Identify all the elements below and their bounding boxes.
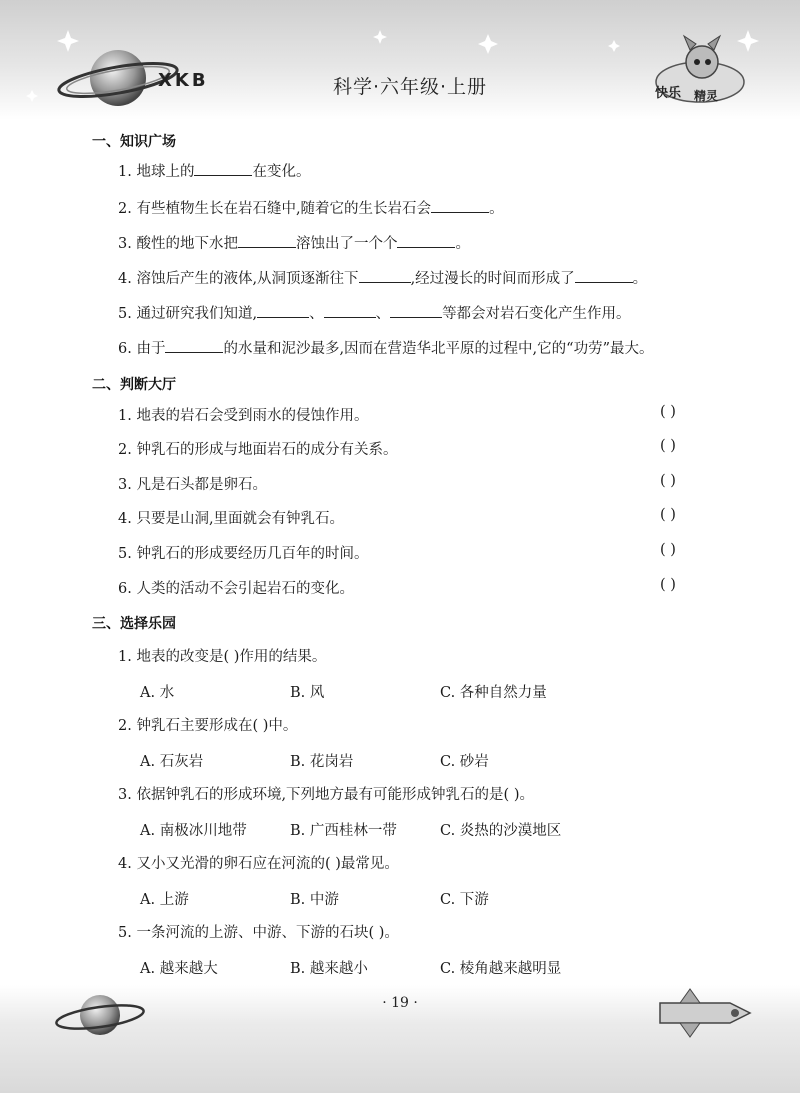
logo-text: XKB [158, 70, 209, 91]
answer-blank[interactable] [165, 338, 223, 353]
choice-option[interactable]: A. 南极冰川地带 [140, 823, 247, 839]
answer-paren[interactable]: ( ) [660, 438, 676, 454]
choice-question: 3. 依据钟乳石的形成环境,下列地方最有可能形成钟乳石的是( )。 [118, 787, 534, 803]
choice-option[interactable]: B. 花岗岩 [290, 754, 354, 770]
answer-paren[interactable]: ( ) [660, 404, 676, 420]
answer-blank[interactable] [238, 233, 296, 248]
question-line: 5. 通过研究我们知道, 、 、 等都会对岩石变化产生作用。 [118, 302, 631, 323]
answer-blank[interactable] [390, 303, 442, 318]
choice-option[interactable]: C. 砂岩 [440, 754, 489, 770]
answer-blank[interactable] [397, 233, 455, 248]
question-line: 6. 由于 的水量和泥沙最多,因而在营造华北平原的过程中,它的“功劳”最大。 [118, 337, 654, 358]
judgment-item: 5. 钟乳石的形成要经历几百年的时间。 [118, 546, 369, 562]
answer-blank[interactable] [431, 198, 489, 213]
choice-question: 5. 一条河流的上游、中游、下游的石块( )。 [118, 925, 399, 941]
section-title: 一、知识广场 [92, 134, 176, 150]
mascot-label-2: 精灵 [694, 89, 719, 103]
question-line: 3. 酸性的地下水把 溶蚀出了一个个 。 [118, 232, 470, 253]
choice-option[interactable]: B. 越来越小 [290, 961, 368, 977]
choice-option[interactable]: B. 风 [290, 685, 325, 701]
judgment-item: 6. 人类的活动不会引起岩石的变化。 [118, 581, 354, 597]
choice-option[interactable]: A. 上游 [140, 892, 189, 908]
answer-blank[interactable] [194, 161, 252, 176]
answer-paren[interactable]: ( ) [660, 507, 676, 523]
judgment-item: 4. 只要是山洞,里面就会有钟乳石。 [118, 511, 345, 527]
question-line: 1. 地球上的 在变化。 [118, 160, 310, 181]
judgment-item: 1. 地表的岩石会受到雨水的侵蚀作用。 [118, 408, 369, 424]
choice-option[interactable]: C. 下游 [440, 892, 489, 908]
section-title: 三、选择乐园 [92, 616, 176, 632]
page-number: · 19 · [382, 995, 418, 1011]
choice-option[interactable]: C. 各种自然力量 [440, 685, 547, 701]
answer-paren[interactable]: ( ) [660, 542, 676, 558]
answer-blank[interactable] [359, 268, 411, 283]
answer-paren[interactable]: ( ) [660, 473, 676, 489]
choice-option[interactable]: B. 广西桂林一带 [290, 823, 397, 839]
choice-option[interactable]: A. 越来越大 [140, 961, 218, 977]
mascot-label: 快乐 [655, 86, 682, 101]
judgment-item: 3. 凡是石头都是卵石。 [118, 477, 267, 493]
answer-blank[interactable] [575, 268, 633, 283]
choice-option[interactable]: C. 炎热的沙漠地区 [440, 823, 562, 839]
question-line: 2. 有些植物生长在岩石缝中,随着它的生长岩石会 。 [118, 197, 504, 218]
choice-option[interactable]: C. 棱角越来越明显 [440, 961, 562, 977]
choice-question: 1. 地表的改变是( )作用的结果。 [118, 649, 327, 665]
answer-paren[interactable]: ( ) [660, 577, 676, 593]
section-title: 二、判断大厅 [92, 377, 176, 393]
judgment-item: 2. 钟乳石的形成与地面岩石的成分有关系。 [118, 442, 398, 458]
header-decoration [0, 0, 800, 120]
choice-question: 4. 又小又光滑的卵石应在河流的( )最常见。 [118, 856, 399, 872]
choice-option[interactable]: B. 中游 [290, 892, 339, 908]
page-title: 科学·六年级·上册 [332, 76, 488, 98]
choice-option[interactable]: A. 石灰岩 [140, 754, 204, 770]
choice-question: 2. 钟乳石主要形成在( )中。 [118, 718, 298, 734]
spaceship-icon [660, 989, 750, 1037]
answer-blank[interactable] [324, 303, 376, 318]
choice-option[interactable]: A. 水 [140, 685, 175, 701]
answer-blank[interactable] [257, 303, 309, 318]
planet-icon [55, 995, 145, 1035]
question-line: 4. 溶蚀后产生的液体,从洞顶逐渐往下 ,经过漫长的时间而形成了 。 [118, 267, 647, 288]
